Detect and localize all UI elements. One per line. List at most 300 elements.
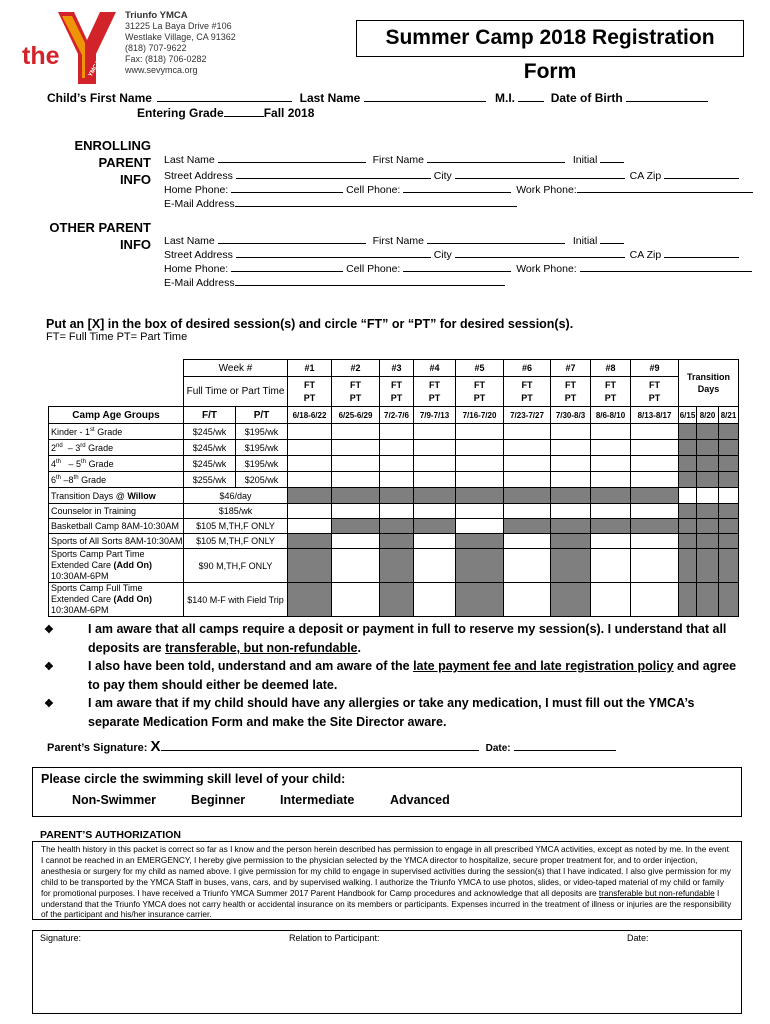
enrolling-zip-field[interactable]	[664, 169, 739, 179]
shaded-cell	[679, 472, 697, 488]
table-row	[49, 472, 739, 488]
ftpt-week-1[interactable]	[288, 377, 332, 407]
group-sports-ft-ext	[49, 583, 184, 617]
pt-text[interactable]: PT	[349, 392, 362, 403]
other-home-phone-label: Home Phone:	[164, 263, 229, 275]
table-row	[49, 534, 739, 549]
child-name-row	[47, 91, 708, 105]
ftpt-legend: FT= Full Time PT= Part Time	[46, 331, 188, 343]
ftpt-week-6[interactable]	[504, 377, 551, 407]
shaded-cell	[456, 534, 504, 549]
diamond-bullet-icon: ❖	[44, 698, 54, 710]
group-6-8: 6th –8th Grade	[49, 472, 184, 488]
ft-text[interactable]: FT	[605, 379, 616, 390]
session-box[interactable]	[414, 456, 456, 472]
enrolling-home-phone-label: Home Phone:	[164, 184, 229, 196]
group-kinder: Kinder - 1st Grade	[49, 424, 184, 440]
date-week-6: 7/23-7/27	[504, 407, 551, 424]
shaded-cell	[719, 440, 739, 456]
sup: th	[81, 458, 87, 465]
group-text-bold: (Add On)	[113, 594, 153, 604]
session-box[interactable]	[414, 534, 456, 549]
session-box[interactable]	[631, 440, 679, 456]
shaded-cell	[380, 549, 414, 583]
ft-text[interactable]: FT	[474, 379, 485, 390]
other-last-name-label: Last Name	[164, 235, 215, 247]
child-dob-label: Date of Birth	[550, 91, 623, 105]
transition-date-3: 8/21	[719, 407, 739, 424]
ack-deposit	[44, 620, 746, 657]
other-city-label: City	[433, 249, 452, 261]
enrolling-first-name-label: First Name	[372, 154, 424, 166]
sup: st	[90, 426, 95, 433]
session-box[interactable]	[380, 504, 414, 519]
ftpt-week-5[interactable]	[456, 377, 504, 407]
group-text: 10:30AM-6PM	[51, 571, 109, 581]
enrolling-email-row	[164, 197, 517, 210]
date-week-3: 7/2-7/6	[380, 407, 414, 424]
camp-age-groups-header: Camp Age Groups	[49, 407, 184, 424]
other-initial-field[interactable]	[600, 234, 624, 244]
group-text: 10:30AM-6PM	[51, 605, 109, 615]
ack-late-fee	[44, 657, 746, 694]
ft-text[interactable]: FT	[521, 379, 533, 390]
session-box[interactable]	[591, 472, 631, 488]
session-box[interactable]	[414, 549, 456, 583]
shaded-cell	[551, 583, 591, 617]
price-ft: $245/wk	[184, 440, 236, 456]
pt-text[interactable]: PT	[564, 392, 577, 403]
date-week-8: 8/6-8/10	[591, 407, 631, 424]
ft-text[interactable]: FT	[649, 379, 660, 390]
date-week-1: 6/18-6/22	[288, 407, 332, 424]
table-row	[49, 549, 739, 583]
ft-text[interactable]: FT	[429, 379, 440, 390]
session-box[interactable]	[631, 424, 679, 440]
ft-text[interactable]: FT	[565, 379, 576, 390]
session-table	[48, 359, 739, 617]
session-box[interactable]	[504, 440, 551, 456]
child-first-name-field[interactable]	[157, 91, 292, 102]
shaded-cell	[631, 519, 679, 534]
shaded-cell	[679, 440, 697, 456]
session-box[interactable]	[551, 456, 591, 472]
other-initial-label: Initial	[572, 235, 598, 247]
other-street-field[interactable]	[236, 248, 431, 258]
auth-text: The health history in this packet is correct so far as I know and the person herein described has permission to engage in all prescribed YMCA activities, except as noted by me. In the event I cannot be reached in an EMERGENCY, I hereby give permission to the physician selected by the YMCA director to hospitalize, secure proper treatment for, and to order injection, anesthesia or surgery for my child as named above. I give permission for my child to engage in supervised activities during the session(s) that I have indicated. I also give permission for my child to be transported by the YMCA Staff in buses, vans, cars, and by supervised walking. I authorize the Triunfo YMCA to use photos, slides, or video-taped material of my child or family for promotional purposes. I have received a Triunfo YMCA Summer 2017 Parent Handbook for Camp procedures and acknowledge that all deposits are	[41, 844, 731, 898]
sup: th	[56, 458, 62, 465]
pt-text[interactable]: PT	[428, 392, 441, 403]
session-instructions: Put an [X] in the box of desired session(s) and circle “FT” or “PT” for desired session(s).	[46, 317, 574, 331]
other-first-name-field[interactable]	[427, 234, 565, 244]
price-pt: $195/wk	[236, 424, 288, 440]
child-mi-field[interactable]	[518, 91, 544, 102]
session-box[interactable]	[551, 440, 591, 456]
shaded-cell	[697, 440, 719, 456]
session-box[interactable]	[631, 549, 679, 583]
other-home-phone-field[interactable]	[231, 262, 343, 272]
session-box[interactable]	[332, 440, 380, 456]
ymca-logo	[18, 8, 118, 88]
session-box[interactable]	[288, 472, 332, 488]
week-2: #2	[332, 360, 380, 377]
shaded-cell	[332, 488, 380, 504]
enrolling-city-label: City	[433, 170, 452, 182]
price: $90 M,TH,F ONLY	[184, 549, 288, 583]
table-row	[49, 440, 739, 456]
ack-text: and agree to pay them should either be deemed late.	[88, 659, 737, 692]
other-email-row	[164, 276, 505, 289]
date-week-4: 7/9-7/13	[414, 407, 456, 424]
child-last-name-label: Last Name	[299, 91, 361, 105]
session-box[interactable]	[697, 488, 719, 504]
shaded-cell	[380, 488, 414, 504]
enrolling-street-field[interactable]	[236, 169, 431, 179]
child-dob-field[interactable]	[626, 91, 708, 102]
transition-label-1: Transition	[686, 372, 730, 382]
session-box[interactable]	[631, 472, 679, 488]
logo-word: the	[22, 42, 60, 70]
pt-text[interactable]: PT	[648, 392, 661, 403]
org-address-block	[125, 10, 236, 76]
date-week-9: 8/13-8/17	[631, 407, 679, 424]
sup: th	[56, 474, 62, 481]
phone: (818) 707-9622	[125, 43, 187, 53]
group-2-3: 2nd – 3rd Grade	[49, 440, 184, 456]
authorization-text	[32, 841, 742, 920]
price-pt: $195/wk	[236, 456, 288, 472]
enrolling-last-name-field[interactable]	[218, 153, 366, 163]
session-box[interactable]	[332, 534, 380, 549]
session-box[interactable]	[288, 519, 332, 534]
shaded-cell	[551, 519, 591, 534]
ftpt-week-3[interactable]	[380, 377, 414, 407]
session-box[interactable]	[591, 549, 631, 583]
session-box[interactable]	[679, 488, 697, 504]
session-box[interactable]	[332, 504, 380, 519]
enrolling-email-field[interactable]	[235, 197, 517, 207]
parent-signature-label: Parent’s Signature:	[47, 742, 148, 754]
grade-field[interactable]	[224, 106, 264, 117]
authorization-heading: PARENT’S AUTHORIZATION	[40, 829, 181, 841]
price-ft: $245/wk	[184, 456, 236, 472]
table-row	[49, 519, 739, 534]
grade-suffix: Fall 2018	[263, 106, 315, 120]
session-box[interactable]	[591, 424, 631, 440]
session-box[interactable]	[414, 440, 456, 456]
swim-level-beginner[interactable]: Beginner	[191, 793, 246, 807]
session-box[interactable]	[288, 456, 332, 472]
session-box[interactable]	[631, 583, 679, 617]
ft-text[interactable]: FT	[304, 379, 315, 390]
session-box[interactable]	[631, 504, 679, 519]
parent-signature-field[interactable]	[161, 739, 479, 751]
shaded-cell	[551, 549, 591, 583]
shaded-cell	[551, 488, 591, 504]
session-box[interactable]	[456, 456, 504, 472]
shaded-cell	[332, 519, 380, 534]
shaded-cell	[697, 504, 719, 519]
shaded-cell	[679, 519, 697, 534]
enrolling-heading	[68, 137, 151, 188]
transition-days-header	[679, 360, 739, 407]
price: $105 M,TH,F ONLY	[184, 534, 288, 549]
session-box[interactable]	[380, 472, 414, 488]
price-ft: $245/wk	[184, 424, 236, 440]
ack-text: I also have been told, understand and am aware of the	[88, 659, 414, 673]
grade-row	[137, 106, 314, 120]
session-box[interactable]	[504, 534, 551, 549]
enrolling-street-label: Street Address	[164, 170, 233, 182]
price-pt: $205/wk	[236, 472, 288, 488]
session-box[interactable]	[591, 504, 631, 519]
other-heading	[48, 219, 151, 253]
group-4-5: 4th – 5th Grade	[49, 456, 184, 472]
other-last-name-field[interactable]	[218, 234, 366, 244]
ftpt-week-7[interactable]	[551, 377, 591, 407]
other-work-phone-label: Work Phone:	[516, 263, 577, 275]
session-box[interactable]	[504, 549, 551, 583]
group-text: Sports Camp Full Time Extended Care	[51, 583, 143, 604]
session-box[interactable]	[332, 549, 380, 583]
form-title: Summer Camp 2018 Registration Form	[356, 20, 744, 57]
session-box[interactable]	[719, 488, 739, 504]
org-name: Triunfo YMCA	[125, 10, 188, 21]
group-text: Transition Days @	[51, 490, 128, 501]
price: $140 M-F with Field Trip	[184, 583, 288, 617]
enrolling-address-row	[164, 169, 739, 182]
session-box[interactable]	[456, 440, 504, 456]
ftpt-week-4[interactable]	[414, 377, 456, 407]
session-box[interactable]	[551, 424, 591, 440]
price: $185/wk	[184, 504, 288, 519]
session-box[interactable]	[551, 504, 591, 519]
session-box[interactable]	[504, 504, 551, 519]
enrolling-heading-1: ENROLLING	[74, 138, 151, 153]
group-text-bold: (Add On)	[113, 560, 153, 570]
ftpt-week-8[interactable]	[591, 377, 631, 407]
shaded-cell	[456, 549, 504, 583]
ftpt-week-2[interactable]	[332, 377, 380, 407]
enrolling-email-label: E-Mail Address	[164, 198, 235, 210]
enrolling-name-row	[164, 153, 624, 166]
shaded-cell	[697, 519, 719, 534]
pt-text[interactable]: PT	[390, 392, 403, 403]
week-1: #1	[288, 360, 332, 377]
transition-label-2: Days	[697, 384, 720, 394]
shaded-cell	[679, 534, 697, 549]
enrolling-home-phone-field[interactable]	[231, 183, 343, 193]
parent-signature-date-label: Date:	[485, 743, 511, 754]
session-box[interactable]	[414, 583, 456, 617]
diamond-bullet-icon: ❖	[44, 624, 54, 636]
shaded-cell	[697, 456, 719, 472]
session-box[interactable]	[591, 534, 631, 549]
website[interactable]: www.sevymca.org	[125, 65, 198, 75]
shaded-cell	[456, 583, 504, 617]
session-box[interactable]	[380, 440, 414, 456]
session-box[interactable]	[332, 472, 380, 488]
other-work-phone-field[interactable]	[580, 262, 752, 272]
table-row	[49, 488, 739, 504]
shaded-cell	[380, 534, 414, 549]
enrolling-work-phone-label: Work Phone:	[516, 184, 577, 196]
ftpt-week-9[interactable]	[631, 377, 679, 407]
other-phone-row	[164, 262, 752, 275]
ack-text-underlined: transferable, but non-refundable	[165, 641, 358, 655]
shaded-cell	[697, 424, 719, 440]
ft-text[interactable]: FT	[391, 379, 402, 390]
enrolling-cell-phone-field[interactable]	[403, 183, 511, 193]
shaded-cell	[288, 534, 332, 549]
session-box[interactable]	[414, 504, 456, 519]
child-last-name-field[interactable]	[364, 91, 486, 102]
shaded-cell	[504, 519, 551, 534]
session-box[interactable]	[456, 504, 504, 519]
ack-text-underlined: late payment fee and late registration policy	[413, 659, 674, 673]
session-box[interactable]	[288, 440, 332, 456]
week-9: #9	[631, 360, 679, 377]
week-6: #6	[504, 360, 551, 377]
other-city-field[interactable]	[455, 248, 625, 258]
table-row	[49, 583, 739, 617]
address-line1: 31225 La Baya Drive #106	[125, 21, 232, 31]
group-text: Sports Camp Part Time Extended Care	[51, 549, 145, 570]
week-label: Week #	[184, 360, 288, 377]
session-box[interactable]	[456, 424, 504, 440]
table-row	[49, 424, 739, 440]
shaded-cell	[679, 456, 697, 472]
group-transition-days	[49, 488, 184, 504]
price-pt: $195/wk	[236, 440, 288, 456]
other-cell-phone-label: Cell Phone:	[346, 263, 401, 275]
pt-text[interactable]: PT	[604, 392, 617, 403]
group-sports-all-sorts: Sports of All Sorts 8AM-10:30AM	[49, 534, 184, 549]
session-box[interactable]	[332, 456, 380, 472]
shaded-cell	[456, 488, 504, 504]
session-box[interactable]	[380, 456, 414, 472]
session-box[interactable]	[551, 472, 591, 488]
shaded-cell	[679, 583, 697, 617]
shaded-cell	[288, 549, 332, 583]
session-box[interactable]	[288, 504, 332, 519]
parent-signature-date-field[interactable]	[514, 739, 616, 751]
other-heading-1: OTHER PARENT	[49, 220, 151, 235]
session-box[interactable]	[288, 424, 332, 440]
date-week-2: 6/25-6/29	[332, 407, 380, 424]
shaded-cell	[631, 488, 679, 504]
session-box[interactable]	[456, 519, 504, 534]
week-row	[49, 360, 739, 377]
group-cit: Counselor in Training	[49, 504, 184, 519]
session-box[interactable]	[332, 424, 380, 440]
auth-text: I understand that the Triunfo YMCA does not carry health or accidental insurance on its members or participants. Expenses incurred in the treatment of illness or injuries are the responsibility of the participant and his/her insurance carrier.	[41, 887, 732, 920]
pt-text[interactable]: PT	[473, 392, 486, 403]
session-box[interactable]	[414, 472, 456, 488]
pt-col-header: P/T	[236, 407, 288, 424]
session-box[interactable]	[332, 583, 380, 617]
swim-level-intermediate[interactable]: Intermediate	[280, 793, 355, 807]
ack-text: I am aware that if my child should have any allergies or take any medication, I must fill out the YMCA’s separate Medication Form and make the Site Director aware.	[88, 696, 695, 729]
shaded-cell	[697, 583, 719, 617]
shaded-cell	[719, 583, 739, 617]
shaded-cell	[679, 424, 697, 440]
logo-badge: YMCA	[87, 59, 102, 79]
session-box[interactable]	[504, 456, 551, 472]
enrolling-cell-phone-label: Cell Phone:	[346, 184, 401, 196]
ft-col-header: F/T	[184, 407, 236, 424]
session-box[interactable]	[414, 424, 456, 440]
enrolling-last-name-label: Last Name	[164, 154, 215, 166]
price: $105 M,TH,F ONLY	[184, 519, 288, 534]
session-box[interactable]	[380, 424, 414, 440]
date-week-5: 7/16-7/20	[456, 407, 504, 424]
sup: th	[73, 474, 79, 481]
diamond-bullet-icon: ❖	[44, 661, 54, 673]
auth-date-label: Date:	[627, 933, 649, 943]
pt-text[interactable]: PT	[521, 392, 533, 403]
price-ft: $255/wk	[184, 472, 236, 488]
session-box[interactable]	[504, 583, 551, 617]
other-email-field[interactable]	[235, 276, 505, 286]
shaded-cell	[591, 519, 631, 534]
session-box[interactable]	[456, 472, 504, 488]
ft-text[interactable]: FT	[350, 379, 361, 390]
other-cell-phone-field[interactable]	[403, 262, 511, 272]
other-name-row	[164, 234, 624, 247]
enrolling-initial-field[interactable]	[600, 153, 624, 163]
enrolling-zip-label: CA Zip	[629, 170, 662, 182]
swim-level-non-swimmer[interactable]: Non-Swimmer	[72, 793, 157, 807]
enrolling-work-phone-field[interactable]	[577, 183, 753, 193]
shaded-cell	[719, 456, 739, 472]
shaded-cell	[719, 472, 739, 488]
other-address-row	[164, 248, 739, 261]
session-box[interactable]	[591, 583, 631, 617]
shaded-cell	[697, 549, 719, 583]
child-first-name-label: Child’s First Name	[47, 91, 152, 105]
week-4: #4	[414, 360, 456, 377]
sup: rd	[80, 442, 86, 449]
dates-row	[49, 407, 739, 424]
ack-text: I am aware that all camps require a deposit or payment in full to reserve my session(s). I understand that all deposits are	[88, 622, 727, 655]
session-box[interactable]	[631, 534, 679, 549]
swim-level-advanced[interactable]: Advanced	[390, 793, 450, 807]
enrolling-city-field[interactable]	[455, 169, 625, 179]
pt-text[interactable]: PT	[303, 392, 316, 403]
week-7: #7	[551, 360, 591, 377]
session-box[interactable]	[504, 424, 551, 440]
shaded-cell	[504, 488, 551, 504]
session-box[interactable]	[631, 456, 679, 472]
week-5: #5	[456, 360, 504, 377]
shaded-cell	[288, 583, 332, 617]
shaded-cell	[697, 534, 719, 549]
authorization-signature-box[interactable]	[32, 930, 742, 1014]
signature-x: X	[150, 738, 161, 755]
shaded-cell	[679, 549, 697, 583]
other-street-label: Street Address	[164, 249, 233, 261]
session-box[interactable]	[504, 472, 551, 488]
shaded-cell	[679, 504, 697, 519]
enrolling-first-name-field[interactable]	[427, 153, 565, 163]
shaded-cell	[414, 488, 456, 504]
other-zip-field[interactable]	[664, 248, 739, 258]
session-box[interactable]	[591, 456, 631, 472]
session-box[interactable]	[591, 440, 631, 456]
shaded-cell	[719, 519, 739, 534]
acknowledgements	[44, 620, 746, 731]
